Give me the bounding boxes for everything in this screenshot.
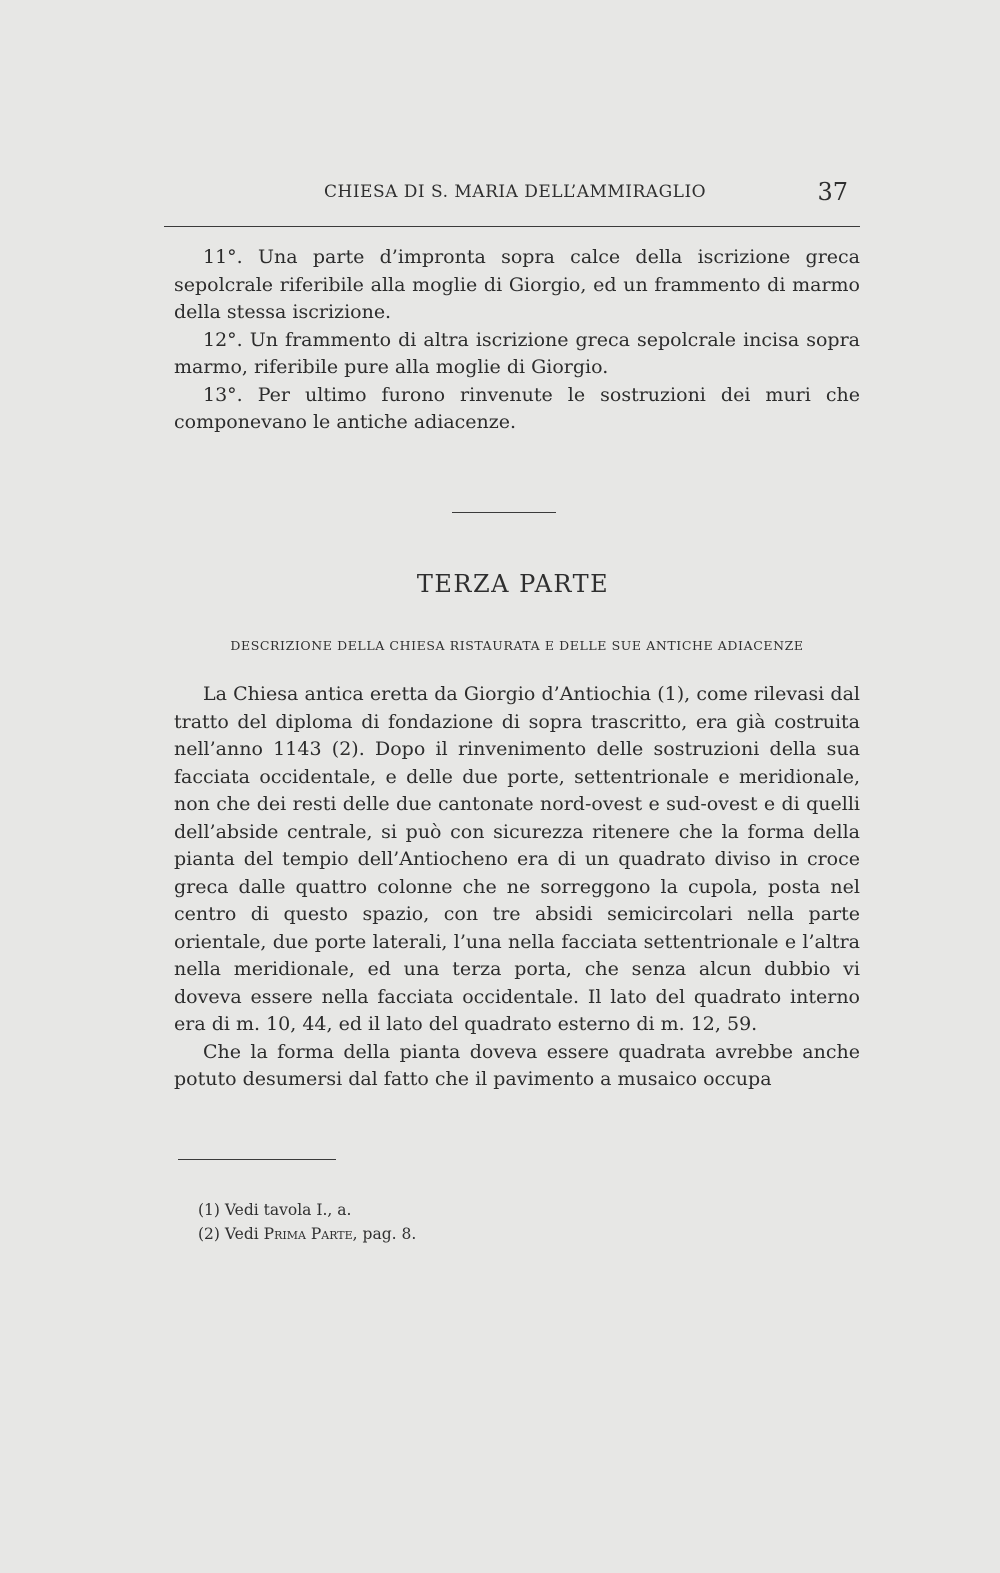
footnotes: [198, 1198, 698, 1246]
section-divider: [452, 512, 556, 513]
list-item-11: 11°. Una parte d’impronta sopra calce della iscrizione greca sepolcrale riferibile alla moglie di Giorgio, ed un frammento di marmo della stessa iscrizione.: [174, 246, 860, 323]
page-number: 37: [817, 178, 848, 206]
part-subtitle: DESCRIZIONE DELLA CHIESA RISTAURATA E DELLE SUE ANTICHE ADIACENZE: [230, 638, 804, 653]
footnote-2: [198, 1222, 698, 1246]
header-rule: [164, 226, 860, 227]
body-text: [174, 681, 860, 1094]
list-item-13: 13°. Per ultimo furono rinvenute le sostruzioni dei muri che componevano le antiche adiacenze.: [174, 383, 860, 433]
footnote-2-page: , pag. 8.: [352, 1225, 417, 1243]
running-title: CHIESA DI S. MARIA DELL’AMMIRAGLIO: [324, 182, 707, 202]
footnote-2-lead: (2) Vedi: [198, 1225, 264, 1243]
item-list: [174, 244, 860, 437]
part-title: TERZA PARTE: [416, 570, 610, 598]
body-paragraph: Che la forma della pianta doveva essere quadrata avrebbe anche potuto desumersi dal fatto che il pavimento a musaico occupa: [174, 1040, 860, 1090]
body-paragraph: La Chiesa antica eretta da Giorgio d’Antiochia (1), come rilevasi dal tratto del diploma di fondazione di sopra trascritto, era già costruita nell’anno 1143 (2). Dopo il rinvenimento delle sostruzioni della sua facciata occidentale, e delle due porte, settentrionale e meridionale, non che dei resti delle due cantonate nord-ovest e sud-ovest e di quelli dell’abside centrale, si può con sicurezza ritenere che la forma della pianta del tempio dell’Antiocheno era di un quadrato diviso in croce greca dalle quattro colonne che ne sorreggono la cupola, posta nel centro di questo spazio, con tre absidi semicircolari nella parte orientale, due porte laterali, l’una nella facciata settentrionale e l’altra nella meridionale, ed una terza porta, che senza alcun dubbio vi doveva essere nella facciata occidentale. Il lato del quadrato interno era di m. 10, 44, ed il lato del quadrato esterno di m. 12, 59.: [174, 683, 860, 1035]
footnote-1: (1) Vedi tavola I., a.: [198, 1201, 352, 1219]
footnote-2-reference: Prima Parte: [263, 1225, 353, 1243]
list-item-12: 12°. Un frammento di altra iscrizione greca sepolcrale incisa sopra marmo, riferibile pure alla moglie di Giorgio.: [174, 328, 860, 378]
running-head: [174, 178, 854, 210]
footnote-rule: [178, 1159, 336, 1160]
